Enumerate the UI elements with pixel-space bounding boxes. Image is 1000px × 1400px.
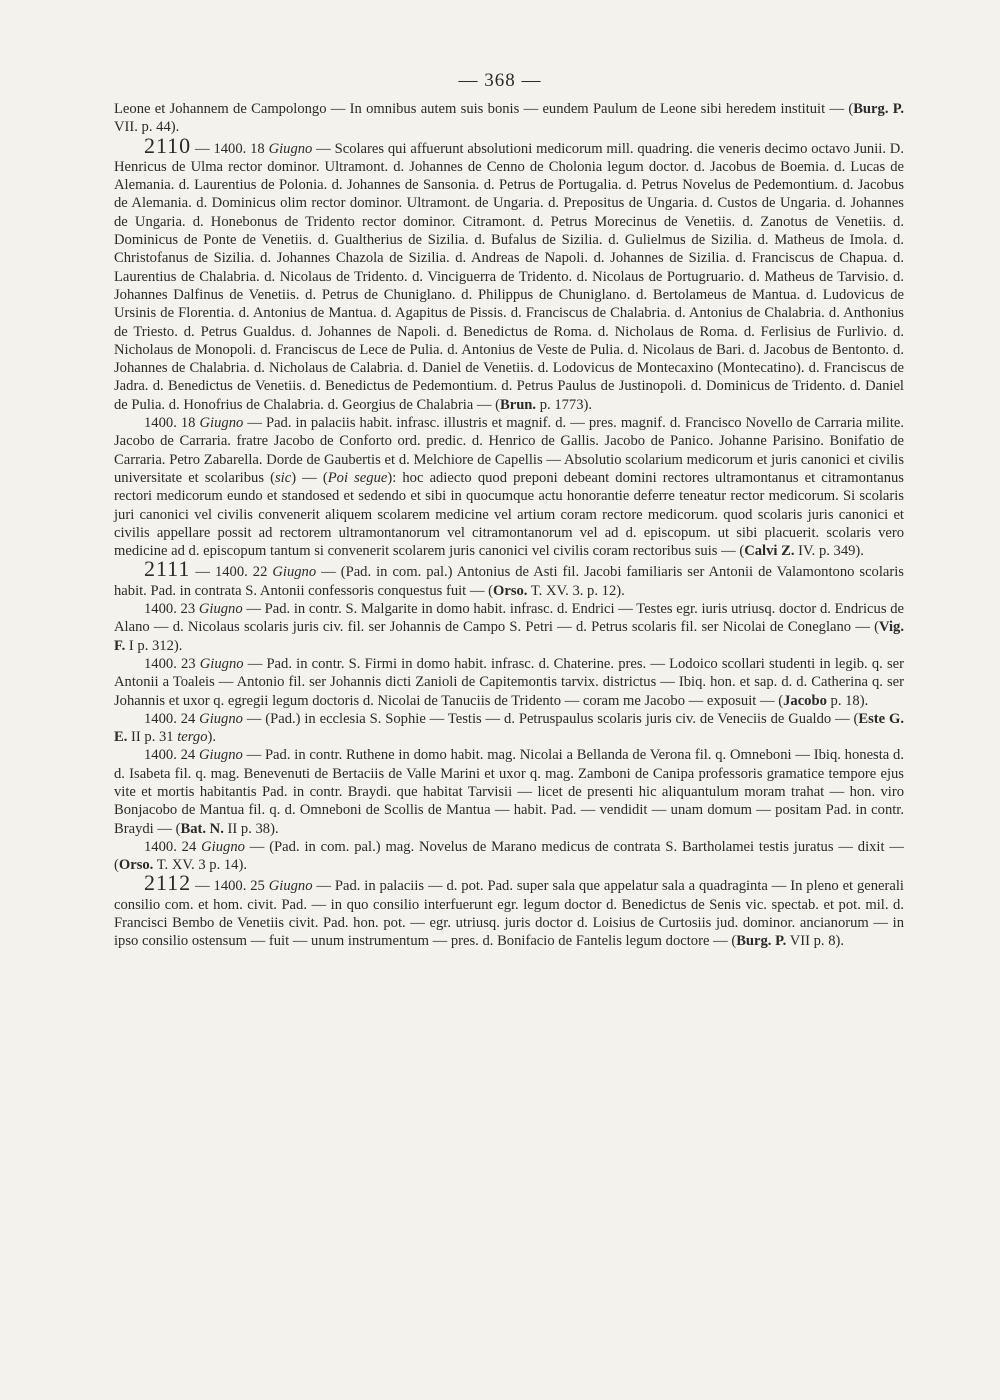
italic-text: Giugno: [198, 601, 243, 618]
text-run: T. XV. 3 p. 14).: [153, 857, 247, 874]
text-run: ).: [207, 729, 217, 746]
paragraph: [114, 100, 904, 137]
paragraph: [114, 655, 904, 710]
italic-text: Giugno: [199, 710, 243, 727]
italic-text: Giugno: [199, 415, 244, 432]
text-run: I p. 312).: [125, 637, 183, 654]
text-run: — Pad. in contr. Ruthene in domo habit. mag. Nicolai a Bellanda de Verona fil. q. Omneboni — Ibiq. honesta d. d. Isabeta fil. q. mag. Benevenuti de Bertaciis de Valle Marini et uxor q. mag. Zamboni de Canipa professoris gramatice tempore ejus vite et mortis habitantis Pad. in contr. Braydi. que habitat Tarvisii — licet de presenti hic aliquantulum moram trahat — hon. viro Bonjacobo de Mantua fil. q. d. Omneboni de Scollis de Mantua — habit. Pad. — vendidit — unam domum — positam Pad. in contr. Braydi — (: [114, 747, 904, 837]
text-run: — (Pad. in com. pal.) mag. Novelus de Marano medicus de contrata S. Bartholamei testis juratus — dixit — (: [114, 838, 904, 874]
source-citation: Burg. P.: [736, 933, 787, 950]
entry-number: 2110: [144, 132, 192, 158]
text-run: — (Pad. in com. pal.) Antonius de Asti fil. Jacobi familiaris ser Antonii de Valamontono scolaris habit. Pad. in contrata S. Antonii confessoris conquestus fuit — (: [114, 564, 904, 599]
entry-number: 2111: [144, 556, 191, 582]
text-run: 1400. 24: [144, 710, 200, 727]
paragraph: [114, 600, 904, 655]
text-run: VII p. 8).: [786, 933, 845, 950]
italic-text: Giugno: [268, 878, 313, 895]
italic-text: tergo: [177, 729, 208, 746]
text-run: p. 18).: [826, 692, 869, 709]
text-run: — Pad. in contr. S. Malgarite in domo habit. infrasc. d. Endrici — Testes egr. iuris utriusq. doctor d. Endricus de Alano — d. Nicolaus scolaris juris civ. fil. ser Johannis de Campo S. Petri — d. Petrus scolaris fil. ser Nicolai de Coneglano — (: [114, 601, 904, 636]
italic-text: Giugno: [199, 655, 244, 672]
body-text: [114, 100, 904, 951]
text-run: II p. 38).: [223, 820, 279, 837]
text-run: — Scolares qui affuerunt absolutioni medicorum mill. quadring. die veneris decimo octavo Junii. D. Henricus de Ulma rector dominor. Ultramont. d. Johannes de Cenno de Cholonia legum doctor. d. Jacobus de Boemia. d. Lucas de Alemania. d. Laurentius de Polonia. d. Johannes de Sansonia. d. Petrus de Portugalia. d. Petrus Novelus de Pedemontium. d. Jacobus de Alemania. d. Dominicus olim rector dominor. Ultramont. de Ungaria. d. Prepositus de Ungaria. d. Custos de Ungaria. d. Johannes de Ungaria. d. Honebonus de Tridento rector dominor. Citramont. d. Petrus Morecinus de Venetiis. d. Zanotus de Venetiis. d. Dominicus de Ponte de Venetiis. d. Gualtherius de Sizilia. d. Bufalus de Sizilia. d. Gulielmus de Sizilia. d. Matheus de Imola. d. Christofanus de Sizilia. d. Johannes Chazola de Sizilia. d. Andreas de Napoli. d. Johannes de Sizilia. d. Franciscus de Chapua. d. Laurentius de Chalabria. d. Nicolaus de Tridento. d. Vinciguerra de Tridento. d. Nicolaus de Portugruario. d. Matheus de Tarvisio. d. Johannes Dalfinus de Venetiis. d. Petrus de Chuniglano. d. Philippus de Chuniglano. d. Bertolameus de Mantua. d. Ludovicus de Ursinis de Florentia. d. Antonius de Mantua. d. Agapitus de Pissis. d. Franciscus de Chalabria. d. Antonius de Chalabria. d. Anthonius de Triesto. d. Petrus Gualdus. d. Johannes de Napoli. d. Benedictus de Roma. d. Nicholaus de Roma. d. Ferlisius de Furlivio. d. Nicholaus de Monopoli. d. Franciscus de Lece de Pulia. d. Antonius de Veste de Pulia. d. Nicolaus de Bari. d. Jacobus de Bentonto. d. Johannes de Chalabria. d. Nicholaus de Calabria. d. Daniel de Venetiis. d. Lodovicus de Montecaxino (Montecatino). d. Franciscus de Jadra. d. Benedictus de Venetiis. d. Benedictus de Pedemontium. d. Petrus Paulus de Justinopoli. d. Dominicus de Tridento. d. Daniel de Pulia. d. Honofrius de Chalabria. d. Georgius de Chalabria — (: [114, 140, 904, 413]
text-run: T. XV. 3. p. 12).: [527, 582, 625, 599]
text-run: 1400. 23: [144, 655, 200, 672]
text-run: — 1400. 18: [191, 140, 269, 157]
text-run: — Pad. in palaciis habit. infrasc. illustris et magnif. d. — pres. magnif. d. Francisco Novello de Carraria milite. Jacobo de Carraria. fratre Jacobo de Conforto ord. predic. d. Henrico de Gallis. Jacobo de Panico. Johanne Parisino. Bonifatio de Carraria. Petro Zabarella. Dorde de Gaubertis et d. Melchiore de Capellis — Absolutio scolarium medicorum et juris canonici et civilis universitate et scolaribus (: [114, 415, 904, 486]
italic-text: Poi segue: [327, 469, 388, 486]
entry-2112: [114, 870, 904, 950]
source-citation: Calvi Z.: [744, 543, 795, 560]
text-run: II p. 31: [127, 729, 178, 746]
source-citation: Vig. F.: [114, 619, 904, 654]
paragraph: [114, 710, 904, 747]
source-citation: Brun.: [499, 396, 537, 413]
text-run: 1400. 23: [144, 601, 199, 618]
source-citation: Jacobo: [783, 692, 827, 709]
italic-text: Giugno: [272, 564, 317, 581]
paragraph: [114, 414, 904, 560]
text-run: Leone et Johannem de Campolongo — In omnibus autem suis bonis — eundem Paulum de Leone sibi heredem instituit — (: [114, 101, 854, 117]
source-citation: Bat. N.: [180, 820, 224, 837]
text-run: ) — (: [291, 469, 328, 486]
italic-text: sic: [274, 469, 292, 486]
text-run: 1400. 24: [144, 747, 199, 764]
text-run: — Pad. in palaciis — d. pot. Pad. super sala que appelatur sala a quadraginta — In pleno et generali consilio com. et hom. civit. Pad. — in quo consilio interfuerunt egr. legum doctor d. Benedictus de Senis vic. spectab. et pot. mil. d. Francisci Bembo de Venetiis civit. Pad. hon. pot. — egr. utriusq. juris doctor d. Loisius de Curtosiis jud. dominor. ancianorum — in ipso consilio ostensum — fuit — unum instrumentum — pres. d. Bonifacio de Fantelis legum doctore — (: [114, 878, 904, 950]
text-run: VII. p. 44).: [114, 119, 180, 136]
entry-2111: [114, 556, 904, 600]
paragraph: [114, 838, 904, 875]
source-citation: Orso.: [492, 582, 528, 599]
text-run: 1400. 18: [144, 415, 200, 432]
source-citation: Burg. P.: [853, 101, 904, 117]
text-run: p. 1773).: [536, 396, 593, 413]
text-run: IV. p. 349).: [794, 543, 864, 560]
source-citation: Este G. E.: [114, 710, 904, 746]
entry-2110: [114, 132, 904, 414]
text-run: — (Pad.) in ecclesia S. Sophie — Testis — d. Petruspaulus scolaris juris civ. de Veneciis de Gualdo — (: [242, 710, 859, 727]
text-run: 1400. 24: [144, 838, 202, 855]
text-run: — 1400. 25: [191, 878, 269, 895]
paragraph: [114, 746, 904, 837]
italic-text: Giugno: [199, 747, 243, 764]
text-run: ): hoc adiecto quod preponi debeant domini rectores ultramontanus et citramontanus rectori medicorum eundo et standosed et sedendo et sibi in quocumque actu honorantie deferre teneatur rector medicorum. Si scolaris juri canonici vel civilis convenerit aliquem scolarem medicine vel artium coram rectore medicorum. quod scolaris juris canonici et civilis appellare possit ad rectorem ultramontanorum vel citramontanorum vel ad d. episcopum. ut sibi placuerit. scolaris vero medicine ad d. episcopum tantum si convenerit scolarem juris canonici vel civilis coram rectoribus suis — (: [114, 469, 904, 560]
source-citation: Orso.: [118, 857, 154, 874]
italic-text: Giugno: [268, 140, 313, 157]
text-run: — Pad. in contr. S. Firmi in domo habit. infrasc. d. Chaterine. pres. — Lodoico scollari studenti in legib. q. ser Antonii a Toaleis — Antonio fil. ser Johannis dicti Zanioli de Capitemontis tarvix. districtus — Ibiq. hon. et sap. d. d. Catherina q. ser Johannis et uxor q. egregii legum doctoris d. Nicolai de Tanuciis de Tridento — coram me Jacobo — exposuit — (: [114, 655, 904, 709]
entry-number: 2112: [144, 870, 192, 896]
page-number: — 368 —: [458, 70, 542, 91]
text-run: — 1400. 22: [190, 564, 273, 581]
italic-text: Giugno: [201, 838, 245, 855]
